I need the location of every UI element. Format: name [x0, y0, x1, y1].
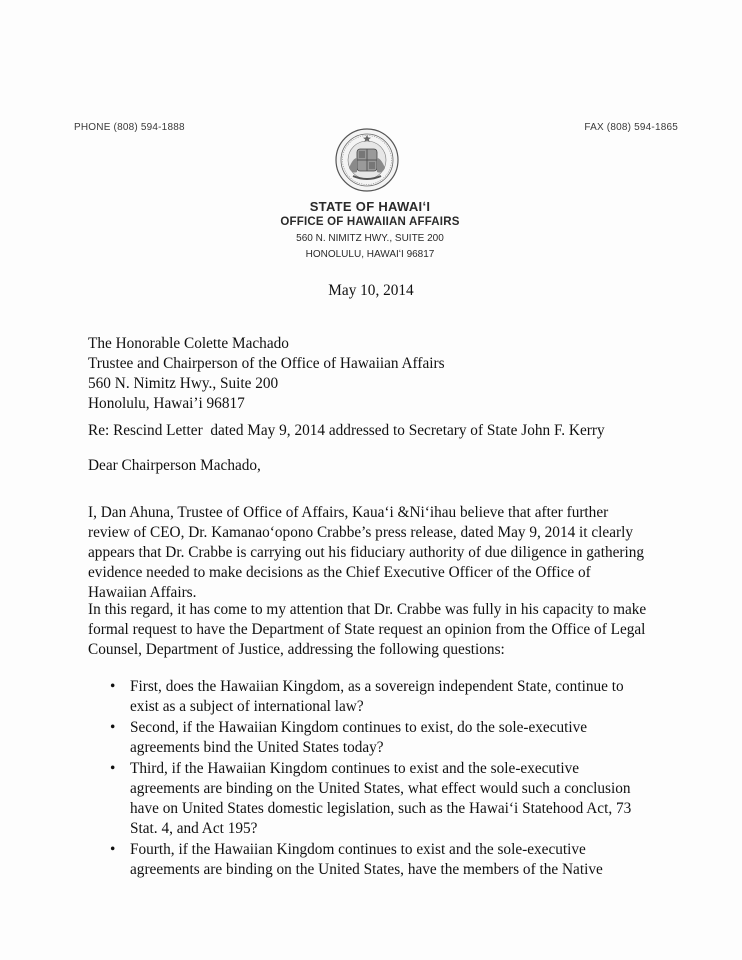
- letter-date: May 10, 2014: [328, 282, 414, 299]
- bullet-icon: •: [110, 760, 116, 777]
- phone-number: PHONE (808) 594-1888: [74, 122, 185, 133]
- fax-number: FAX (808) 594-1865: [584, 122, 678, 133]
- addressee-block: [88, 334, 445, 414]
- salutation: Dear Chairperson Machado,: [88, 457, 261, 474]
- body-paragraph: I, Dan Ahuna, Trustee of Office of Affairs, Kaua‘i &Ni‘ihau believe that after further review of CEO, Dr. Kamanao‘opono Crabbe’s press release, dated May 9, 2014 it clearly appears that Dr. Crabbe is carrying out his fiduciary authority of due diligence in gathering evidence needed to make decisions as the Chief Executive Officer of the Office of Hawaiian Affairs.: [88, 504, 645, 601]
- addressee-line: The Honorable Colette Machado: [88, 335, 289, 352]
- letterhead-office: OFFICE OF HAWAIIAN AFFAIRS: [280, 216, 460, 228]
- list-item-text: Fourth, if the Hawaiian Kingdom continues to exist and the sole-executive agreements are binding on the United States, have the members of the Native: [130, 841, 603, 878]
- body-paragraph: In this regard, it has come to my attention that Dr. Crabbe was fully in his capacity to make formal request to have the Department of State request an opinion from the Office of Legal Counsel, Department of Justice, addressing the following questions:: [88, 601, 647, 658]
- addressee-line: Trustee and Chairperson of the Office of Hawaiian Affairs: [88, 355, 445, 372]
- addressee-line: Honolulu, Hawai’i 96817: [88, 395, 245, 412]
- addressee-line: 560 N. Nimitz Hwy., Suite 200: [88, 375, 279, 392]
- list-item-text: First, does the Hawaiian Kingdom, as a sovereign independent State, continue to exist as a subject of international law?: [130, 678, 624, 715]
- bullet-icon: •: [110, 678, 116, 695]
- bullet-icon: •: [110, 719, 116, 736]
- letterhead-address-line1: 560 N. NIMITZ HWY., SUITE 200: [296, 233, 444, 244]
- state-seal-icon: [335, 128, 399, 192]
- bullet-icon: •: [110, 841, 116, 858]
- questions-list: [88, 677, 648, 881]
- letterhead-state: STATE OF HAWAIʻI: [309, 199, 431, 214]
- list-item: [88, 718, 648, 758]
- letterhead-address-line2: HONOLULU, HAWAIʻI 96817: [305, 249, 435, 260]
- list-item: [88, 677, 648, 717]
- list-item-text: Second, if the Hawaiian Kingdom continues to exist, do the sole-executive agreements bind the United States today?: [130, 719, 588, 756]
- list-item-text: Third, if the Hawaiian Kingdom continues to exist and the sole-executive agreements are binding on the United States, what effect would such a conclusion have on United States domestic legislation, such as the Hawai‘i Statehood Act, 73 Stat. 4, and Act 195?: [130, 760, 632, 837]
- subject-line: Re: Rescind Letter dated May 9, 2014 addressed to Secretary of State John F. Kerry: [88, 422, 605, 439]
- list-item: [88, 840, 648, 880]
- list-item: [88, 759, 648, 839]
